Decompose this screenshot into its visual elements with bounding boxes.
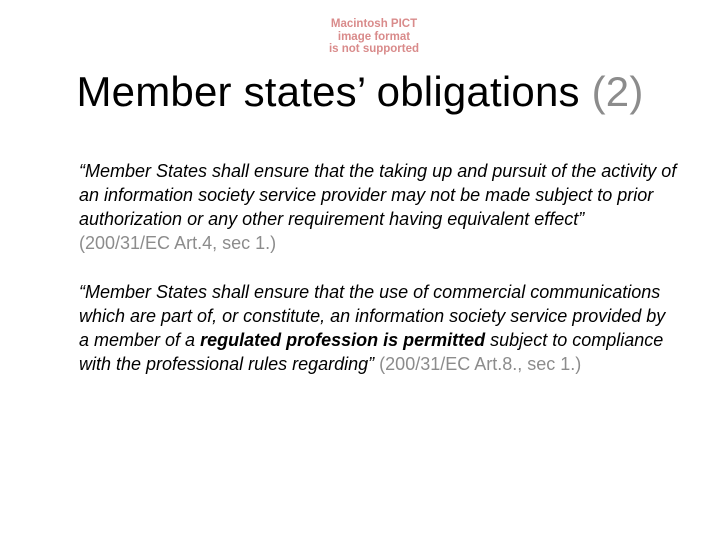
quote-paragraph-1 [79,159,679,255]
unsupported-image-placeholder [300,18,448,58]
quote-paragraph-2 [79,280,679,376]
slide-title-main: Member states’ obligations [76,68,580,115]
slide-title-number: (2) [591,68,644,115]
quote-2-bold-text: regulated profession is permitted [200,330,486,350]
slide-title [0,68,720,116]
quote-1-text: “Member States shall ensure that the taking up and pursuit of the activity of an information society service provider may not be made subject to prior authorization or any other requirement having equivalent effect” [79,161,677,229]
quote-2-text-before: “Member States shall ensure that the use of commercial communications which are part of, or constitute, an information society service provided by a member of a [79,282,666,350]
placeholder-line-1: Macintosh PICT [330,18,418,30]
quote-2-text-after: subject to compliance with the professional rules regarding” [79,330,664,374]
quote-1-citation: (200/31/EC Art.4, sec 1.) [79,233,277,253]
placeholder-line-3: is not supported [328,43,420,55]
placeholder-line-2: image format [337,30,411,43]
quote-2-citation: (200/31/EC Art.8., sec 1.) [379,354,582,374]
